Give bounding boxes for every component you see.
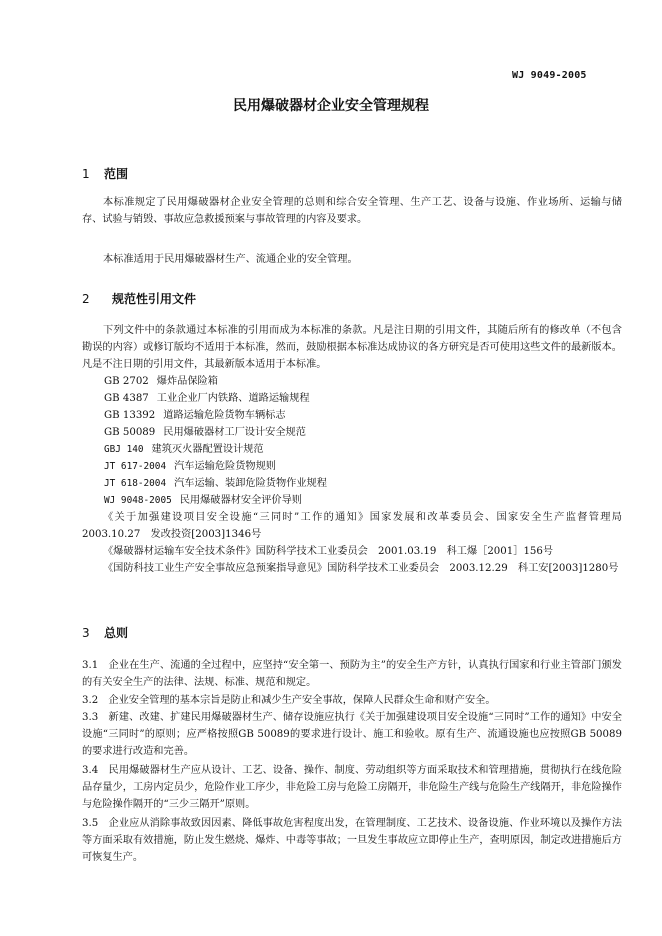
reference-title: 民用爆破器材安全评价导则 [179, 495, 302, 506]
reference-item [104, 492, 302, 509]
reference-title: 民用爆破器材工厂设计安全规范 [163, 427, 306, 438]
clause-3-2: 3.2 企业安全管理的基本宗旨是防止和减少生产安全事故，保障人民群众生命和财产安全。 [82, 695, 496, 706]
reference-notice-1: 《关于加强建设项目安全设施“三同时”工作的通知》国家发展和改革委员会、国家安全生产监督管理局 2003.10.27 发改投资[2003]1346号 [82, 512, 633, 540]
section-title: 规范性引用文件 [112, 292, 197, 306]
reference-title: 汽车运输、装卸危险货物作业规程 [174, 478, 327, 489]
reference-item [104, 475, 327, 492]
reference-item [104, 424, 306, 441]
reference-code: GB 2702 [104, 376, 149, 387]
clause-3-4: 3.4 民用爆破器材生产应从设计、工艺、设备、操作、制度、劳动组织等方面采取技术和管理措施，贯彻执行在线危险品存量少，工房内定员少，危险作业工序少，非危险工房与危险工房隔开，非危险生产线与危险生产线隔开，非危险操作与危险操作隔开的“三少三隔开”原则。 [82, 765, 622, 810]
reference-title: 道路运输危险货物车辆标志 [163, 410, 286, 421]
reference-code: GB 4387 [104, 393, 149, 404]
section-number: 1 [82, 167, 90, 181]
reference-item [104, 373, 218, 390]
clause-3-1: 3.1 企业在生产、流通的全过程中，应坚持“安全第一、预防为主”的安全生产方针，认真执行国家和行业主管部门颁发的有关安全生产的法律、法规、标准、规范和规定。 [82, 660, 622, 688]
document-title: 民用爆破器材企业安全管理规程 [233, 98, 429, 114]
section-title: 范围 [104, 167, 129, 181]
reference-code: JT 618-2004 [104, 478, 167, 489]
reference-title: 建筑灭火器配置设计规范 [151, 444, 264, 455]
section-heading-references [82, 290, 196, 307]
section-heading-general [82, 624, 128, 641]
reference-code: GB 50089 [104, 427, 156, 438]
reference-item [104, 441, 264, 458]
reference-item [104, 390, 310, 407]
section-number: 2 [82, 292, 90, 306]
section-title: 总则 [104, 626, 129, 640]
clause-3-3: 3.3 新建、改建、扩建民用爆破器材生产、储存设施应执行《关于加强建设项目安全设施“三同时”工作的通知》中安全设施“三同时”的原则；应严格按照GB 50089的要求进行设计、施工和验收。原有生产、流通设施也应按照GB 50089的要求进行改造和完善。 [82, 712, 622, 757]
scope-paragraph-1: 本标准规定了民用爆破器材企业安全管理的总则和综合安全管理、生产工艺、设备与设施、作业场所、运输与储存、试验与销毁、事故应急救援预案与事故管理的内容及要求。 [82, 197, 622, 225]
clause-3-5: 3.5 企业应从消除事故致因因素、降低事故危害程度出发，在管理制度、工艺技术、设备设施、作业环境以及操作方法等方面采取有效措施，防止发生燃烧、爆炸、中毒等事故；一旦发生事故应立即停止生产，查明原因，制定改进措施后方可恢复生产。 [82, 818, 622, 863]
reference-item [104, 458, 276, 475]
reference-title: 汽车运输危险货物规则 [174, 461, 276, 472]
reference-notice-2: 《爆破器材运输车安全技术条件》国防科学技术工业委员会 2001.03.19 科工爆［2001］156号 [103, 546, 554, 557]
reference-code: GB 13392 [104, 410, 156, 421]
scope-paragraph-2: 本标准适用于民用爆破器材生产、流通企业的安全管理。 [103, 254, 358, 265]
reference-code: WJ 9048-2005 [104, 495, 172, 506]
section-number: 3 [82, 626, 90, 640]
reference-code: JT 617-2004 [104, 461, 167, 472]
reference-notice-3: 《国防科技工业生产安全事故应急预案指导意见》国防科学技术工业委员会 2003.12.29 科工安[2003]1280号 [103, 563, 619, 574]
reference-code: GBJ 140 [104, 444, 144, 455]
reference-title: 工业企业厂内铁路、道路运输规程 [156, 393, 310, 404]
references-intro: 下列文件中的条款通过本标准的引用而成为本标准的条款。凡是注日期的引用文件，其随后所有的修改单（不包含勘误的内容）或修订版均不适用于本标准，然而，鼓励根据本标准达成协议的各方研究是否可使用这些文件的最新版本。凡是不注日期的引用文件，其最新版本适用于本标准。 [82, 325, 622, 370]
reference-title: 爆炸品保险箱 [156, 376, 218, 387]
reference-item [104, 407, 286, 424]
document-code: WJ 9049-2005 [512, 70, 587, 81]
section-heading-scope [82, 165, 128, 182]
